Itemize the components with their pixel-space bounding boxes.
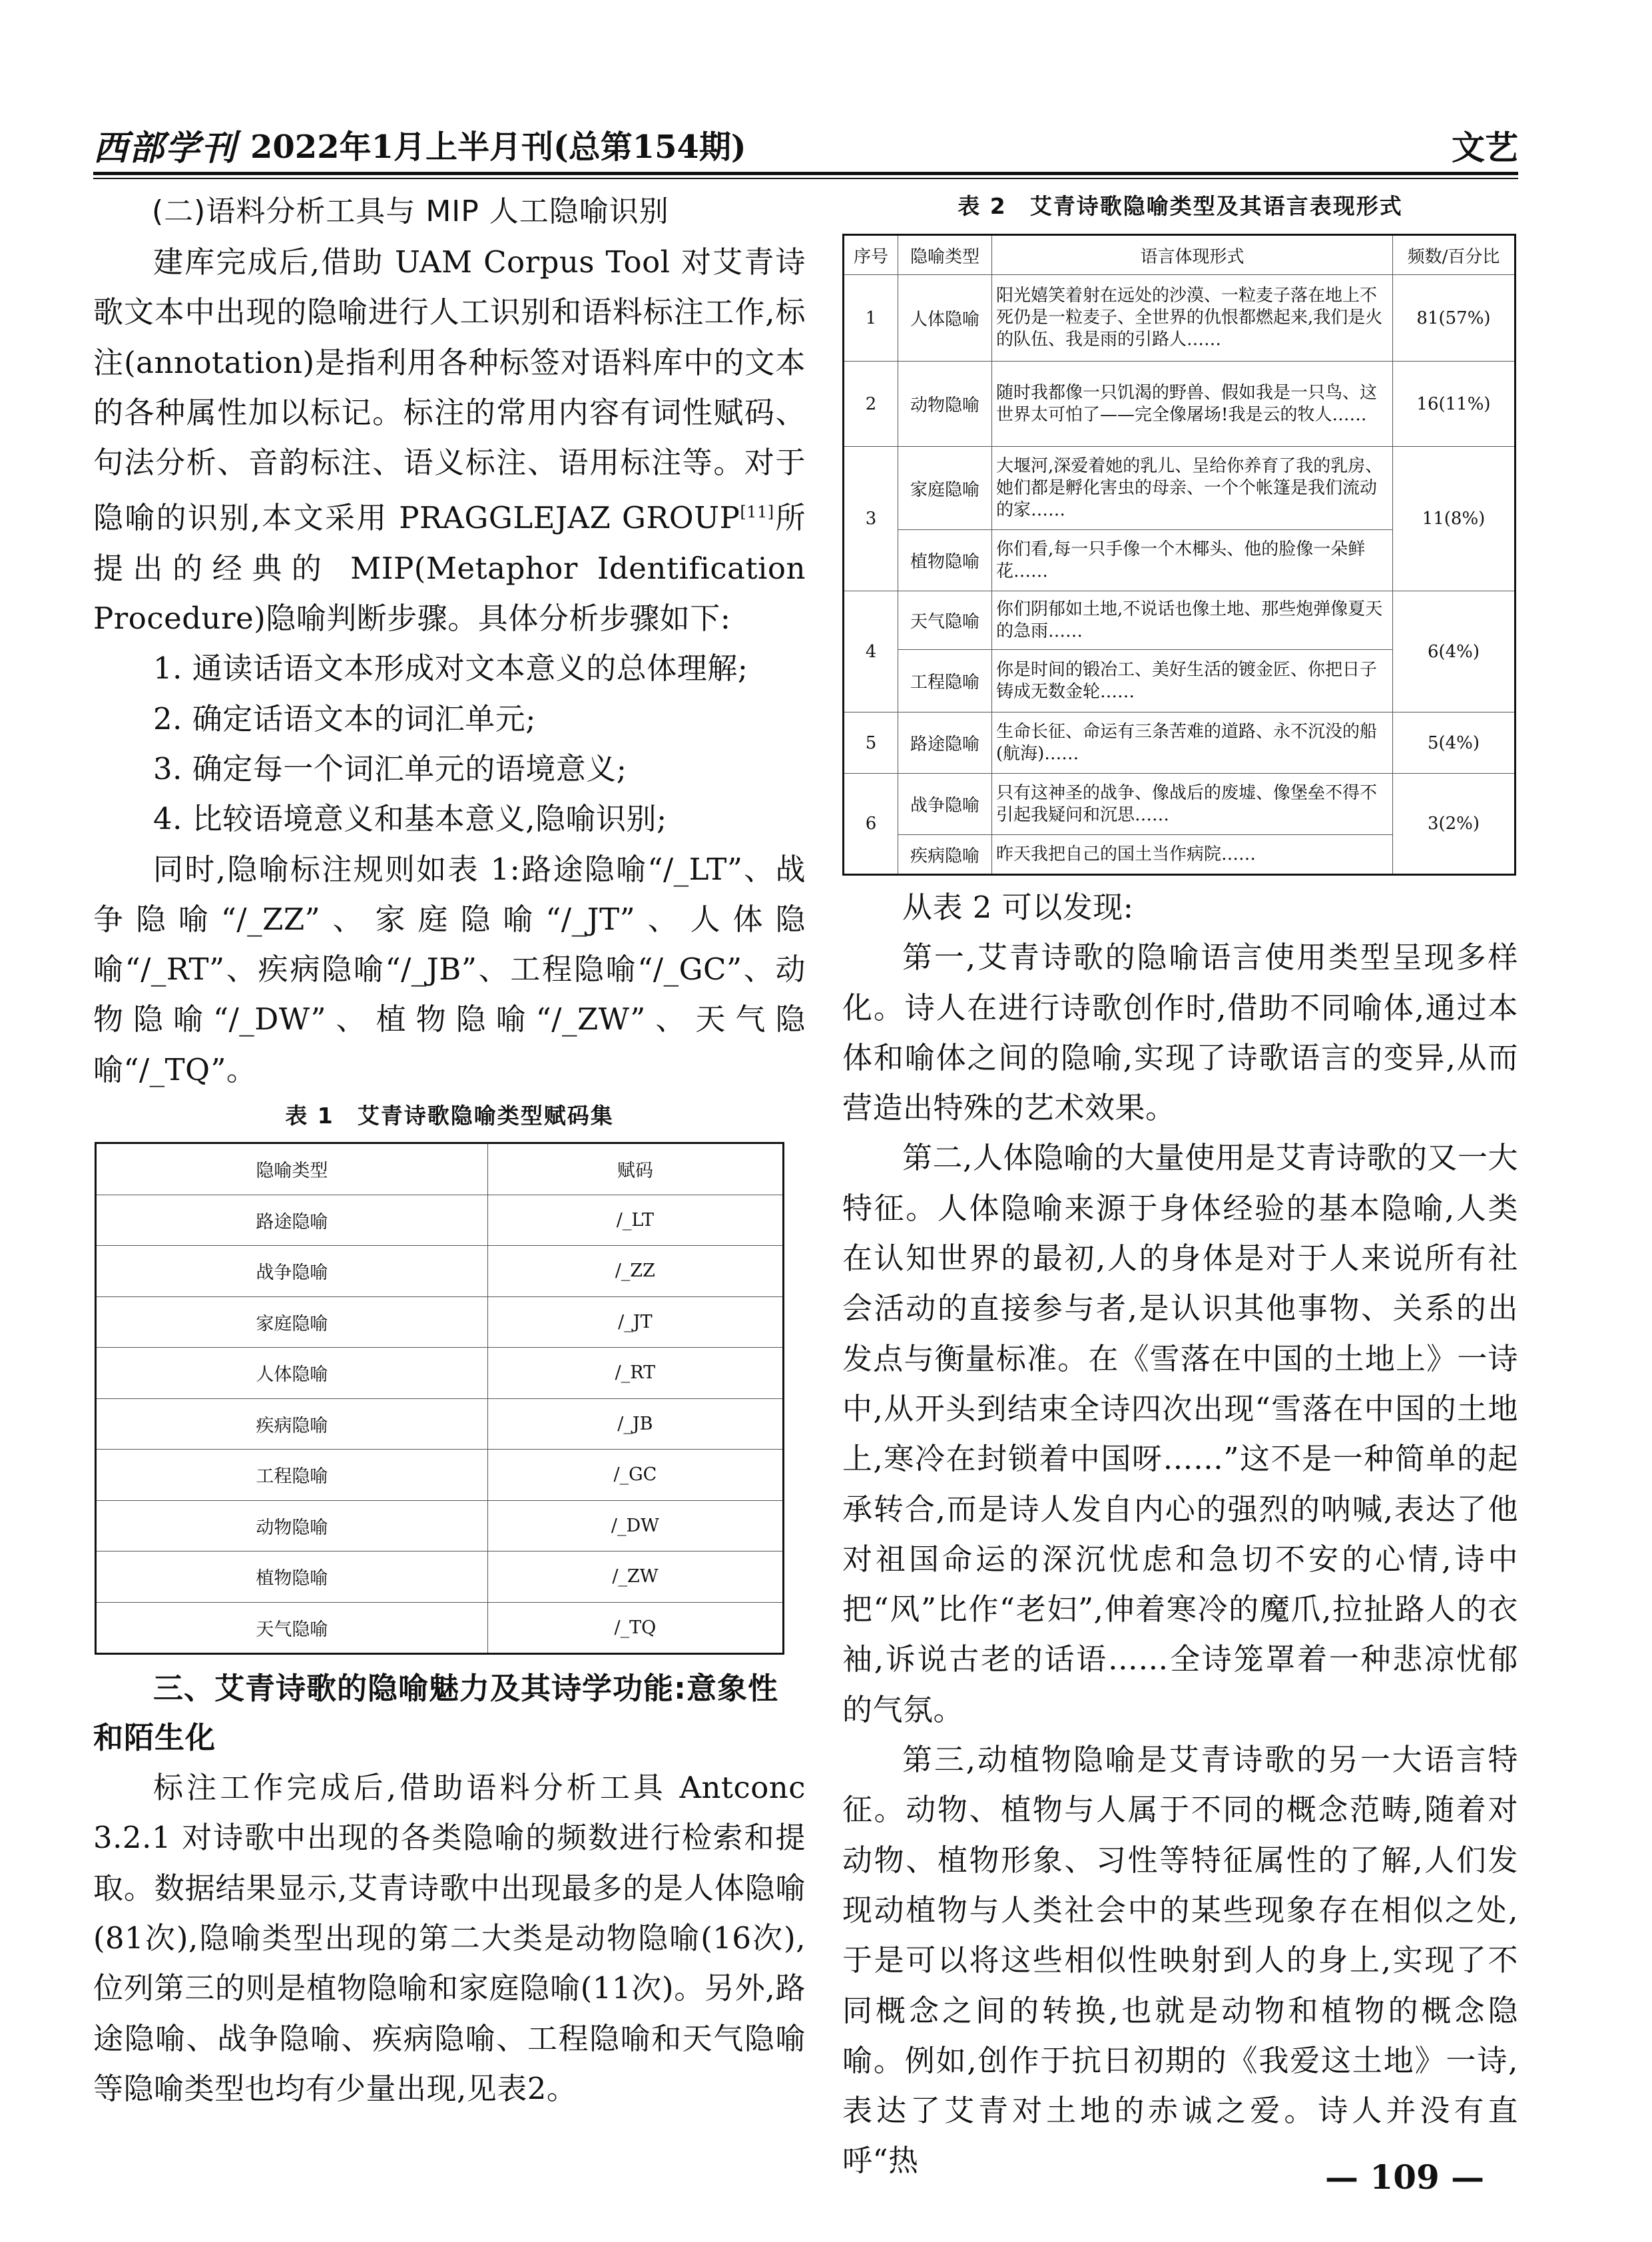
table1-caption: 表 1 艾青诗歌隐喻类型赋码集 [285, 1103, 614, 1129]
issue-info: 2022年1月上半月刊(总第154期) [250, 129, 746, 166]
header-rule [93, 172, 1518, 175]
table2-header-row [844, 235, 1515, 275]
table2-header-type: 隐喻类型 [898, 235, 992, 275]
table-row: 5 路途隐喻 生命长征、命运有三条苦难的道路、永不沉没的船(航海)…… 5(4%) [844, 712, 1515, 774]
table2-intro: 从表 2 可以发现: [902, 890, 1134, 925]
table2-header-form: 语言体现形式 [992, 235, 1393, 275]
section3-heading: 三、艾青诗歌的隐喻魅力及其诗学功能:意象性和陌生化 [93, 1671, 778, 1756]
table-row: 战争隐喻 /_ZZ [96, 1246, 784, 1297]
paragraph-first: 第一,艾青诗歌的隐喻语言使用类型呈现多样化。诗人在进行诗歌创作时,借助不同喻体,通过本体和喻体之间的隐喻,实现了诗歌语言的变异,从而营造出特殊的艺术效果。 [842, 940, 1518, 1126]
table-row: 动物隐喻 /_DW [96, 1500, 784, 1551]
table-row: 路途隐喻 /_LT [96, 1195, 784, 1246]
sub-heading: (二)语料分析工具与 MIP 人工隐喻识别 [152, 194, 669, 228]
paragraph-annotation-rules: 同时,隐喻标注规则如表 1:路途隐喻“/_LT”、战争隐喻“/_ZZ”、家庭隐喻“/_JT”、人体隐喻“/_RT”、疾病隐喻“/_JB”、工程隐喻“/_GC”、动物隐喻“/_DW”、植物隐喻“/_ZW”、天气隐喻“/_TQ”。 [93, 851, 806, 1087]
journal-logo: 西部学刊 [93, 128, 238, 168]
table-row: 植物隐喻 你们看,每一只手像一个木椰头、他的脸像一朵鲜花…… [844, 530, 1515, 591]
left-column [93, 186, 806, 2113]
running-header [93, 113, 1518, 166]
paragraph-second: 第二,人体隐喻的大量使用是艾青诗歌的又一大特征。人体隐喻来源于身体经验的基本隐喻,人类在认知世界的最初,人的身体是对于人来说所有社会活动的直接参与者,是认识其他事物、关系的出发点与衡量标准。在《雪落在中国的土地上》一诗中,从开头到结束全诗四次出现“雪落在中国的土地上,寒冷在封锁着中国呀……”这不是一种简单的起承转合,而是诗人发自内心的强烈的呐喊,表达了他对祖国命运的深沉忧虑和急切不安的心情,诗中把“风”比作“老妇”,伸着寒冷的魔爪,拉扯路人的衣袖,诉说古老的话语……全诗笼罩着一种悲凉忧郁的气氛。 [842, 1140, 1518, 1727]
table-row: 3 家庭隐喻 大堰河,深爱着她的乳儿、呈给你养育了我的乳房、她们都是孵化害虫的母亲、一个个帐篷是我们流动的家…… 11(8%) [844, 447, 1515, 530]
table-row: 疾病隐喻 昨天我把自己的国土当作病院…… [844, 835, 1515, 875]
citation-ref: [11] [740, 503, 774, 522]
paragraph-antconc: 标注工作完成后,借助语料分析工具 Antconc 3.2.1 对诗歌中出现的各类隐喻的频数进行检索和提取。数据结果显示,艾青诗歌中出现最多的是人体隐喻(81次),隐喻类型出现的第二大类是动物隐喻(16次),位列第三的则是植物隐喻和家庭隐喻(11次)。另外,路途隐喻、战争隐喻、疾病隐喻、工程隐喻和天气隐喻等隐喻类型也均有少量出现,见表2。 [93, 1770, 806, 2106]
table2-header-freq: 频数/百分比 [1393, 235, 1515, 275]
right-column [842, 186, 1518, 2186]
header-rule-thin [93, 178, 1518, 179]
table-row: 工程隐喻 /_GC [96, 1450, 784, 1501]
table1-header-code: 赋码 [487, 1143, 783, 1195]
table-row: 疾病隐喻 /_JB [96, 1398, 784, 1450]
table-row: 家庭隐喻 /_JT [96, 1296, 784, 1348]
table-row: 1 人体隐喻 阳光嬉笑着射在远处的沙漠、一粒麦子落在地上不死仍是一粒麦子、全世界的仇恨都燃起来,我们是火的队伍、我是雨的引路人…… 81(57%) [844, 275, 1515, 362]
table2-caption: 表 2 艾青诗歌隐喻类型及其语言表现形式 [958, 193, 1403, 219]
table1 [95, 1142, 784, 1655]
step-4: 4. 比较语境意义和基本意义,隐喻识别; [153, 801, 667, 837]
table-row: 天气隐喻 /_TQ [96, 1602, 784, 1654]
table-row: 6 战争隐喻 只有这神圣的战争、像战后的废墟、像堡垒不得不引起我疑问和沉思…… 3(2%) [844, 774, 1515, 835]
table-row: 工程隐喻 你是时间的锻冶工、美好生活的镀金匠、你把日子铸成无数金轮…… [844, 650, 1515, 712]
table1-header-row [96, 1143, 784, 1195]
step-2: 2. 确定话语文本的词汇单元; [153, 701, 536, 736]
table-row: 人体隐喻 /_RT [96, 1348, 784, 1399]
paragraph-third: 第三,动植物隐喻是艾青诗歌的另一大语言特征。动物、植物与人属于不同的概念范畴,随着对动物、植物形象、习性等特征属性的了解,人们发现动植物与人类社会中的某些现象存在相似之处,于是可以将这些相似性映射到人的身上,实现了不同概念之间的转换,也就是动物和植物的概念隐喻。例如,创作于抗日初期的《我爱这土地》一诗,表达了艾青对土地的赤诚之爱。诗人并没有直呼“热 [842, 1742, 1518, 2179]
table-row: 植物隐喻 /_ZW [96, 1551, 784, 1603]
step-3: 3. 确定每一个词汇单元的语境意义; [153, 750, 627, 786]
paragraph-corpus-tool: 建库完成后,借助 UAM Corpus Tool 对艾青诗歌文本中出现的隐喻进行人工识别和语料标注工作,标注(annotation)是指利用各种标签对语料库中的文本的各种属性加以标记。标注的常用内容有词性赋码、句法分析、音韵标注、语义标注、语用标注等。对于隐喻的识别,本文采用 PRAGGLEJAZ GROUP[11]所提出的经典的 MIP(Metaphor Identification Procedure)隐喻判断步骤。具体分析步骤如下: [93, 244, 806, 637]
table2 [842, 234, 1516, 876]
section-name: 文艺 [1452, 128, 1518, 167]
table-row: 2 动物隐喻 随时我都像一只饥渴的野兽、假如我是一只鸟、这世界太可怕了——完全像屠场!我是云的牧人…… 16(11%) [844, 362, 1515, 447]
table2-header-no: 序号 [844, 235, 898, 275]
page-number: — 109 — [1325, 2157, 1485, 2197]
table-row: 4 天气隐喻 你们阴郁如土地,不说话也像土地、那些炮弹像夏天的急雨…… 6(4%) [844, 591, 1515, 650]
step-1: 1. 通读话语文本形成对文本意义的总体理解; [153, 651, 748, 687]
table1-header-type: 隐喻类型 [96, 1143, 488, 1195]
